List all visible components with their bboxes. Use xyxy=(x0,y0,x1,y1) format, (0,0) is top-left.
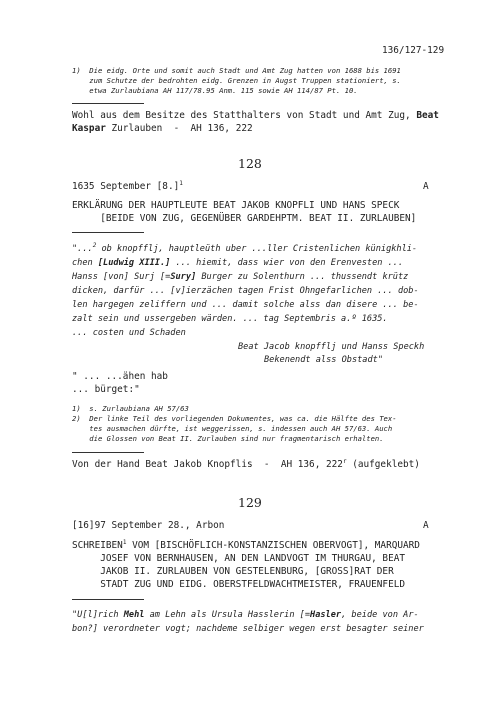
archive-mark: A xyxy=(423,520,429,531)
source-note-128: Von der Hand Beat Jakob Knopflis - AH 136, 222$^r$ (aufgeklebt) xyxy=(72,457,420,470)
document-title: ERKLÄRUNG DER HAUPTLEUTE BEAT JAKOB KNOPFLI UND HANS SPECK xyxy=(72,200,400,211)
document-title: STADT ZUG UND EIDG. OBERSTFELDWACHTMEISTER, FRAUENFELD xyxy=(72,579,406,590)
footnote-line: tes ausmachen dürfte, ist weggerissen, s. indessen auch AH 57/63. Auch xyxy=(72,424,393,433)
signature-line: Beat Jacob knopfflj und Hanss Speckh xyxy=(238,342,425,352)
quote-line: bon?] verordneter vogt; nachdeme selbiger wegen erst besagter seiner xyxy=(72,624,424,634)
document-title: JAKOB II. ZURLAUBEN VON GESTELENBURG, [GROSS]RAT DER xyxy=(72,566,394,577)
footnote-line: zum Schutze der bedrohten eidg. Grenzen in Augst Truppen stationiert, s. xyxy=(72,76,401,85)
document-title: SCHREIBEN$^1$ VOM [BISCHÖFLICH-KONSTANZISCHEN OBERVOGT], MARQUARD xyxy=(72,538,420,551)
document-title: JOSEF VON BERNHAUSEN, AN DEN LANDVOGT IM THURGAU, BEAT xyxy=(72,553,406,564)
document-number: 129 xyxy=(238,495,262,510)
signature-line: Bekenendt alss Obstadt" xyxy=(264,355,383,365)
quote-line: chen [Ludwig XIII.] ... hiemit, dass wier von den Erenvesten ... xyxy=(72,258,404,268)
divider xyxy=(72,599,144,600)
quote-line: "...$^2$ ob knopfflj, hauptleüth uber ...ller Cristenlichen künigkhli- xyxy=(72,242,418,254)
quote-line: zalt sein und ussergeben wärden. ... tag Septembris a.º 1635. xyxy=(72,314,388,324)
divider xyxy=(72,452,144,453)
fragment-line: ... bürget:" xyxy=(72,384,140,395)
page-reference: 136/127-129 xyxy=(382,45,445,56)
document-title: [BEIDE VON ZUG, GEGENÜBER GARDEHPTM. BEAT II. ZURLAUBEN] xyxy=(72,213,417,224)
footnote-line: 2) Der linke Teil des vorliegenden Dokumentes, was ca. die Hälfte des Tex- xyxy=(72,414,397,423)
document-number: 128 xyxy=(238,156,262,171)
quote-line: Hanss [von] Surj [=Sury] Burger zu Solenthurn ... thussendt krütz xyxy=(72,272,409,282)
divider xyxy=(72,232,144,233)
archive-mark: A xyxy=(423,181,429,192)
fragment-line: " ... ...ähen hab xyxy=(72,371,168,382)
footnote-line: etwa Zurlaubiana AH 117/78.95 Anm. 115 sowie AH 114/87 Pt. 10. xyxy=(72,86,358,95)
footnote-line: 1) s. Zurlaubiana AH 57/63 xyxy=(72,404,189,413)
person-name: Kaspar xyxy=(72,123,106,134)
document-date: 1635 September $[8.]^1$ xyxy=(72,179,183,192)
divider xyxy=(72,103,144,104)
person-name: Beat xyxy=(416,110,439,121)
quote-line: "U[l]rich Mehl am Lehn als Ursula Hasslerin [=Hasler, beide von Ar- xyxy=(72,610,419,620)
source-line: Wohl aus dem Besitze des Statthalters von Stadt und Amt Zug, Beat xyxy=(72,110,439,121)
quote-line: len hargegen zeliffern und ... damit solche alss dan disere ... be- xyxy=(72,300,419,310)
source-line: Kaspar Zurlauben - AH 136, 222 xyxy=(72,123,253,134)
footnote-line: die Glossen von Beat II. Zurlauben sind nur fragmentarisch erhalten. xyxy=(72,434,384,443)
quote-line: ... costen und Schaden xyxy=(72,328,186,338)
document-date: [16]97 September 28., Arbon xyxy=(72,520,225,531)
footnote-line: 1) Die eidg. Orte und somit auch Stadt und Amt Zug hatten von 1688 bis 1691 xyxy=(72,66,401,75)
quote-line: dicken, darfür ... [v]ierzächen tagen Frist Ohngefarlichen ... dob- xyxy=(72,286,419,296)
